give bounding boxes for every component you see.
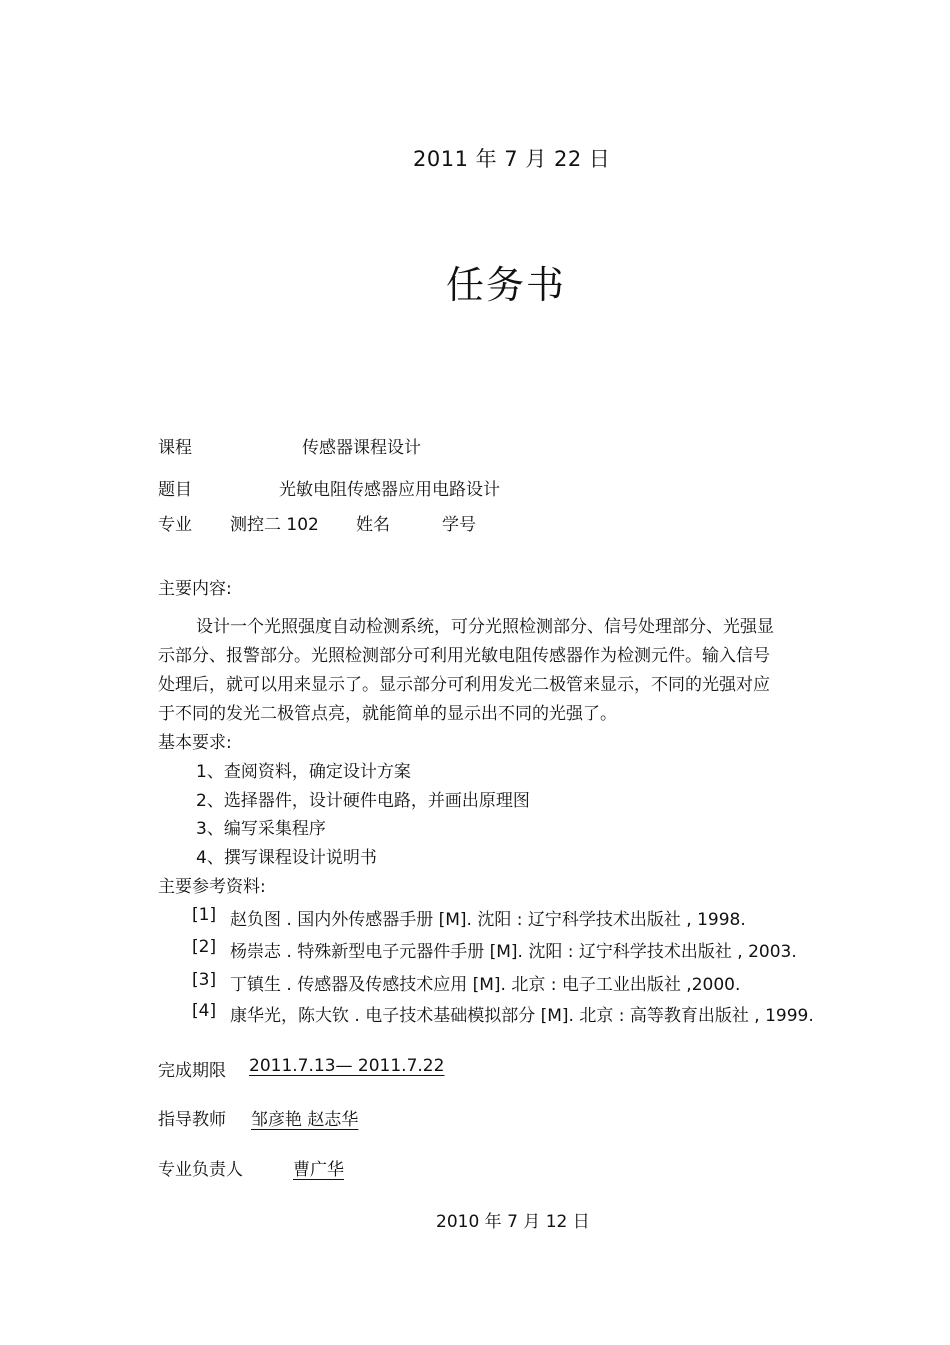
requirement-item: 1、查阅资料，确定设计方案 (196, 762, 411, 782)
reference-text: 康华光，陈大钦 . 电子技术基础模拟部分 [M]. 北京 : 高等教育出版社 , 1999. (230, 1006, 814, 1026)
department-head-value: 曹广华 (293, 1160, 344, 1180)
references-heading: 主要参考资料: (158, 877, 266, 897)
footer-date: 2010 年 7 月 12 日 (436, 1212, 590, 1232)
page-title: 任务书 (446, 263, 567, 307)
deadline-label: 完成期限 (158, 1061, 226, 1081)
advisor-label: 指导教师 (158, 1110, 226, 1130)
major-value: 测控二 102 (230, 515, 319, 535)
content-line: 示部分、报警部分。光照检测部分可利用光敏电阻传感器作为检测元件。输入信号 (158, 646, 770, 666)
course-value: 传感器课程设计 (302, 438, 421, 458)
content-heading: 主要内容: (158, 579, 232, 599)
advisor-value: 邹彦艳 赵志华 (251, 1110, 359, 1130)
content-line: 设计一个光照强度自动检测系统，可分光照检测部分、信号处理部分、光强显 (196, 617, 774, 637)
course-label: 课程 (158, 438, 192, 458)
reference-number: [2] (192, 937, 217, 957)
requirement-item: 3、编写采集程序 (196, 819, 326, 839)
reference-number: [4] (192, 1001, 217, 1021)
reference-text: 赵负图 . 国内外传感器手册 [M]. 沈阳 : 辽宁科学技术出版社 , 1998. (230, 910, 746, 930)
requirements-heading: 基本要求: (158, 733, 232, 753)
header-date: 2011 年 7 月 22 日 (413, 147, 611, 171)
topic-label: 题目 (158, 480, 192, 500)
requirement-item: 4、撰写课程设计说明书 (196, 848, 377, 868)
requirement-item: 2、选择器件，设计硬件电路，并画出原理图 (196, 791, 530, 811)
reference-number: [1] (192, 905, 217, 925)
deadline-value: 2011.7.13— 2011.7.22 (249, 1056, 445, 1076)
department-head-label: 专业负责人 (158, 1160, 243, 1180)
topic-value: 光敏电阻传感器应用电路设计 (279, 480, 500, 500)
student-id-label: 学号 (442, 515, 476, 535)
reference-number: [3] (192, 970, 217, 990)
content-line: 处理后，就可以用来显示了。显示部分可利用发光二极管来显示，不同的光强对应 (158, 675, 770, 695)
name-label: 姓名 (356, 515, 390, 535)
reference-text: 丁镇生 . 传感器及传感技术应用 [M]. 北京 : 电子工业出版社 ,2000. (230, 975, 741, 995)
content-line: 于不同的发光二极管点亮，就能简单的显示出不同的光强了。 (158, 704, 617, 724)
reference-text: 杨崇志 . 特殊新型电子元器件手册 [M]. 沈阳 : 辽宁科学技术出版社 , 2003. (230, 942, 797, 962)
major-label: 专业 (158, 515, 192, 535)
